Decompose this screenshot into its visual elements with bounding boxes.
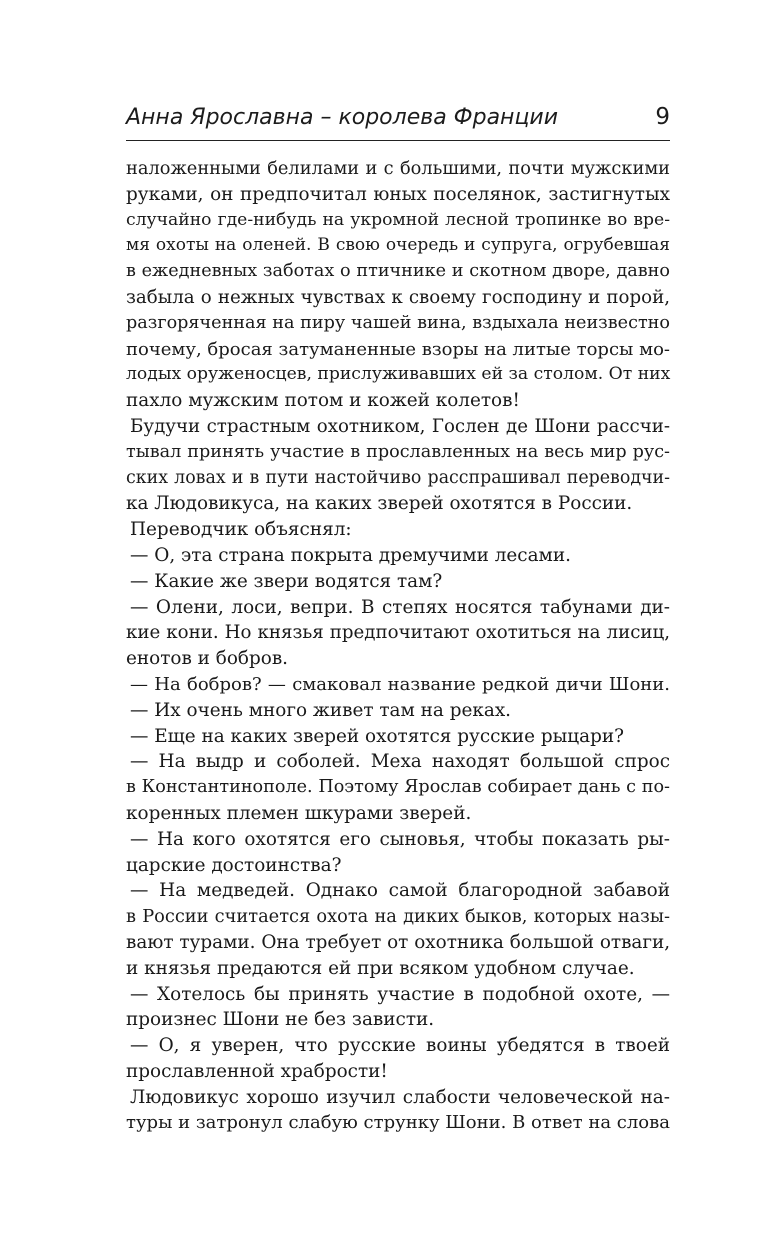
text-line: туры и затронул слабую струнку Шони. В ответ на слова [126, 1112, 670, 1134]
text-line: — Еще на каких зверей охотятся русские рыцари? [130, 725, 624, 747]
text-line: царские достоинства? [126, 854, 342, 876]
text-line: коренных племен шкурами зверей. [126, 802, 472, 824]
text-line: разгоряченная на пиру чашей вина, вздыхала неизвестно [126, 312, 670, 333]
text-line: тывал принять участие в прославленных на весь мир рус- [126, 441, 670, 462]
text-line: в Константинополе. Поэтому Ярослав собирает дань с по- [126, 777, 670, 798]
text-line: в России считается охота на диких быков, которых назы- [126, 906, 670, 928]
text-line: вают турами. Она требует от охотника большой отваги, [126, 931, 671, 953]
text-line: — На выдр и соболей. Меха находят большой спрос [130, 751, 670, 773]
text-line: — О, я уверен, что русские воины убедятся в твоей [130, 1035, 670, 1057]
text-line: лодых оруженосцев, прислуживавших ей за столом. От них [126, 364, 671, 385]
text-line: — На медведей. Однако самой благородной забавой [130, 880, 670, 902]
text-line: Будучи страстным охотником, Гослен де Шони рассчи- [130, 415, 670, 437]
text-line: случайно где-нибудь на укромной лесной тропинке во вре- [126, 209, 670, 230]
text-line: — Какие же звери водятся там? [130, 570, 443, 592]
text-line: — Их очень много живет там на реках. [130, 699, 512, 721]
text-line: и князья предаются ей при всяком удобном случае. [126, 957, 635, 979]
text-line: прославленной храбрости! [126, 1060, 388, 1082]
page-number: 9 [655, 104, 670, 130]
text-line: в ежедневных заботах о птичнике и скотном дворе, давно [126, 261, 670, 282]
book-title: Анна Ярославна – королева Франции [126, 104, 559, 130]
body-text [126, 156, 670, 1136]
text-line: ских ловах и в пути настойчиво расспрашивал переводчи- [126, 467, 670, 488]
text-line: — На кого охотятся его сыновья, чтобы показать ры- [130, 828, 670, 850]
text-line: пахло мужским потом и кожей колетов! [126, 390, 520, 412]
text-line: руками, он предпочитал юных поселянок, застигнутых [126, 183, 670, 205]
text-line: мя охоты на оленей. В свою очередь и супруга, огрубевшая [126, 235, 670, 256]
text-line: кие кони. Но князья предпочитают охотиться на лисиц, [126, 622, 670, 644]
running-header [126, 100, 670, 134]
text-line: енотов и бобров. [126, 648, 289, 670]
text-line: Людовикус хорошо изучил слабости человеческой на- [130, 1086, 670, 1108]
text-line: — Хотелось бы принять участие в подобной охоте, — [130, 983, 670, 1005]
text-line: наложенными белилами и с большими, почти мужскими [126, 158, 670, 179]
text-line: — Олени, лоси, вепри. В степях носятся табунами ди- [130, 596, 670, 618]
text-line: забыла о нежных чувствах к своему господину и порой, [126, 286, 670, 308]
text-line: произнес Шони не без зависти. [126, 1009, 435, 1031]
text-line: — О, эта страна покрыта дремучими лесами. [130, 544, 571, 566]
text-line: Переводчик объяснял: [130, 519, 352, 541]
text-line: ка Людовикуса, на каких зверей охотятся в России. [126, 493, 633, 515]
header-rule [126, 140, 670, 141]
text-line: почему, бросая затуманенные взоры на литые торсы мо- [126, 338, 670, 360]
text-line: — На бобров? — смаковал название редкой дичи Шони. [130, 673, 670, 695]
